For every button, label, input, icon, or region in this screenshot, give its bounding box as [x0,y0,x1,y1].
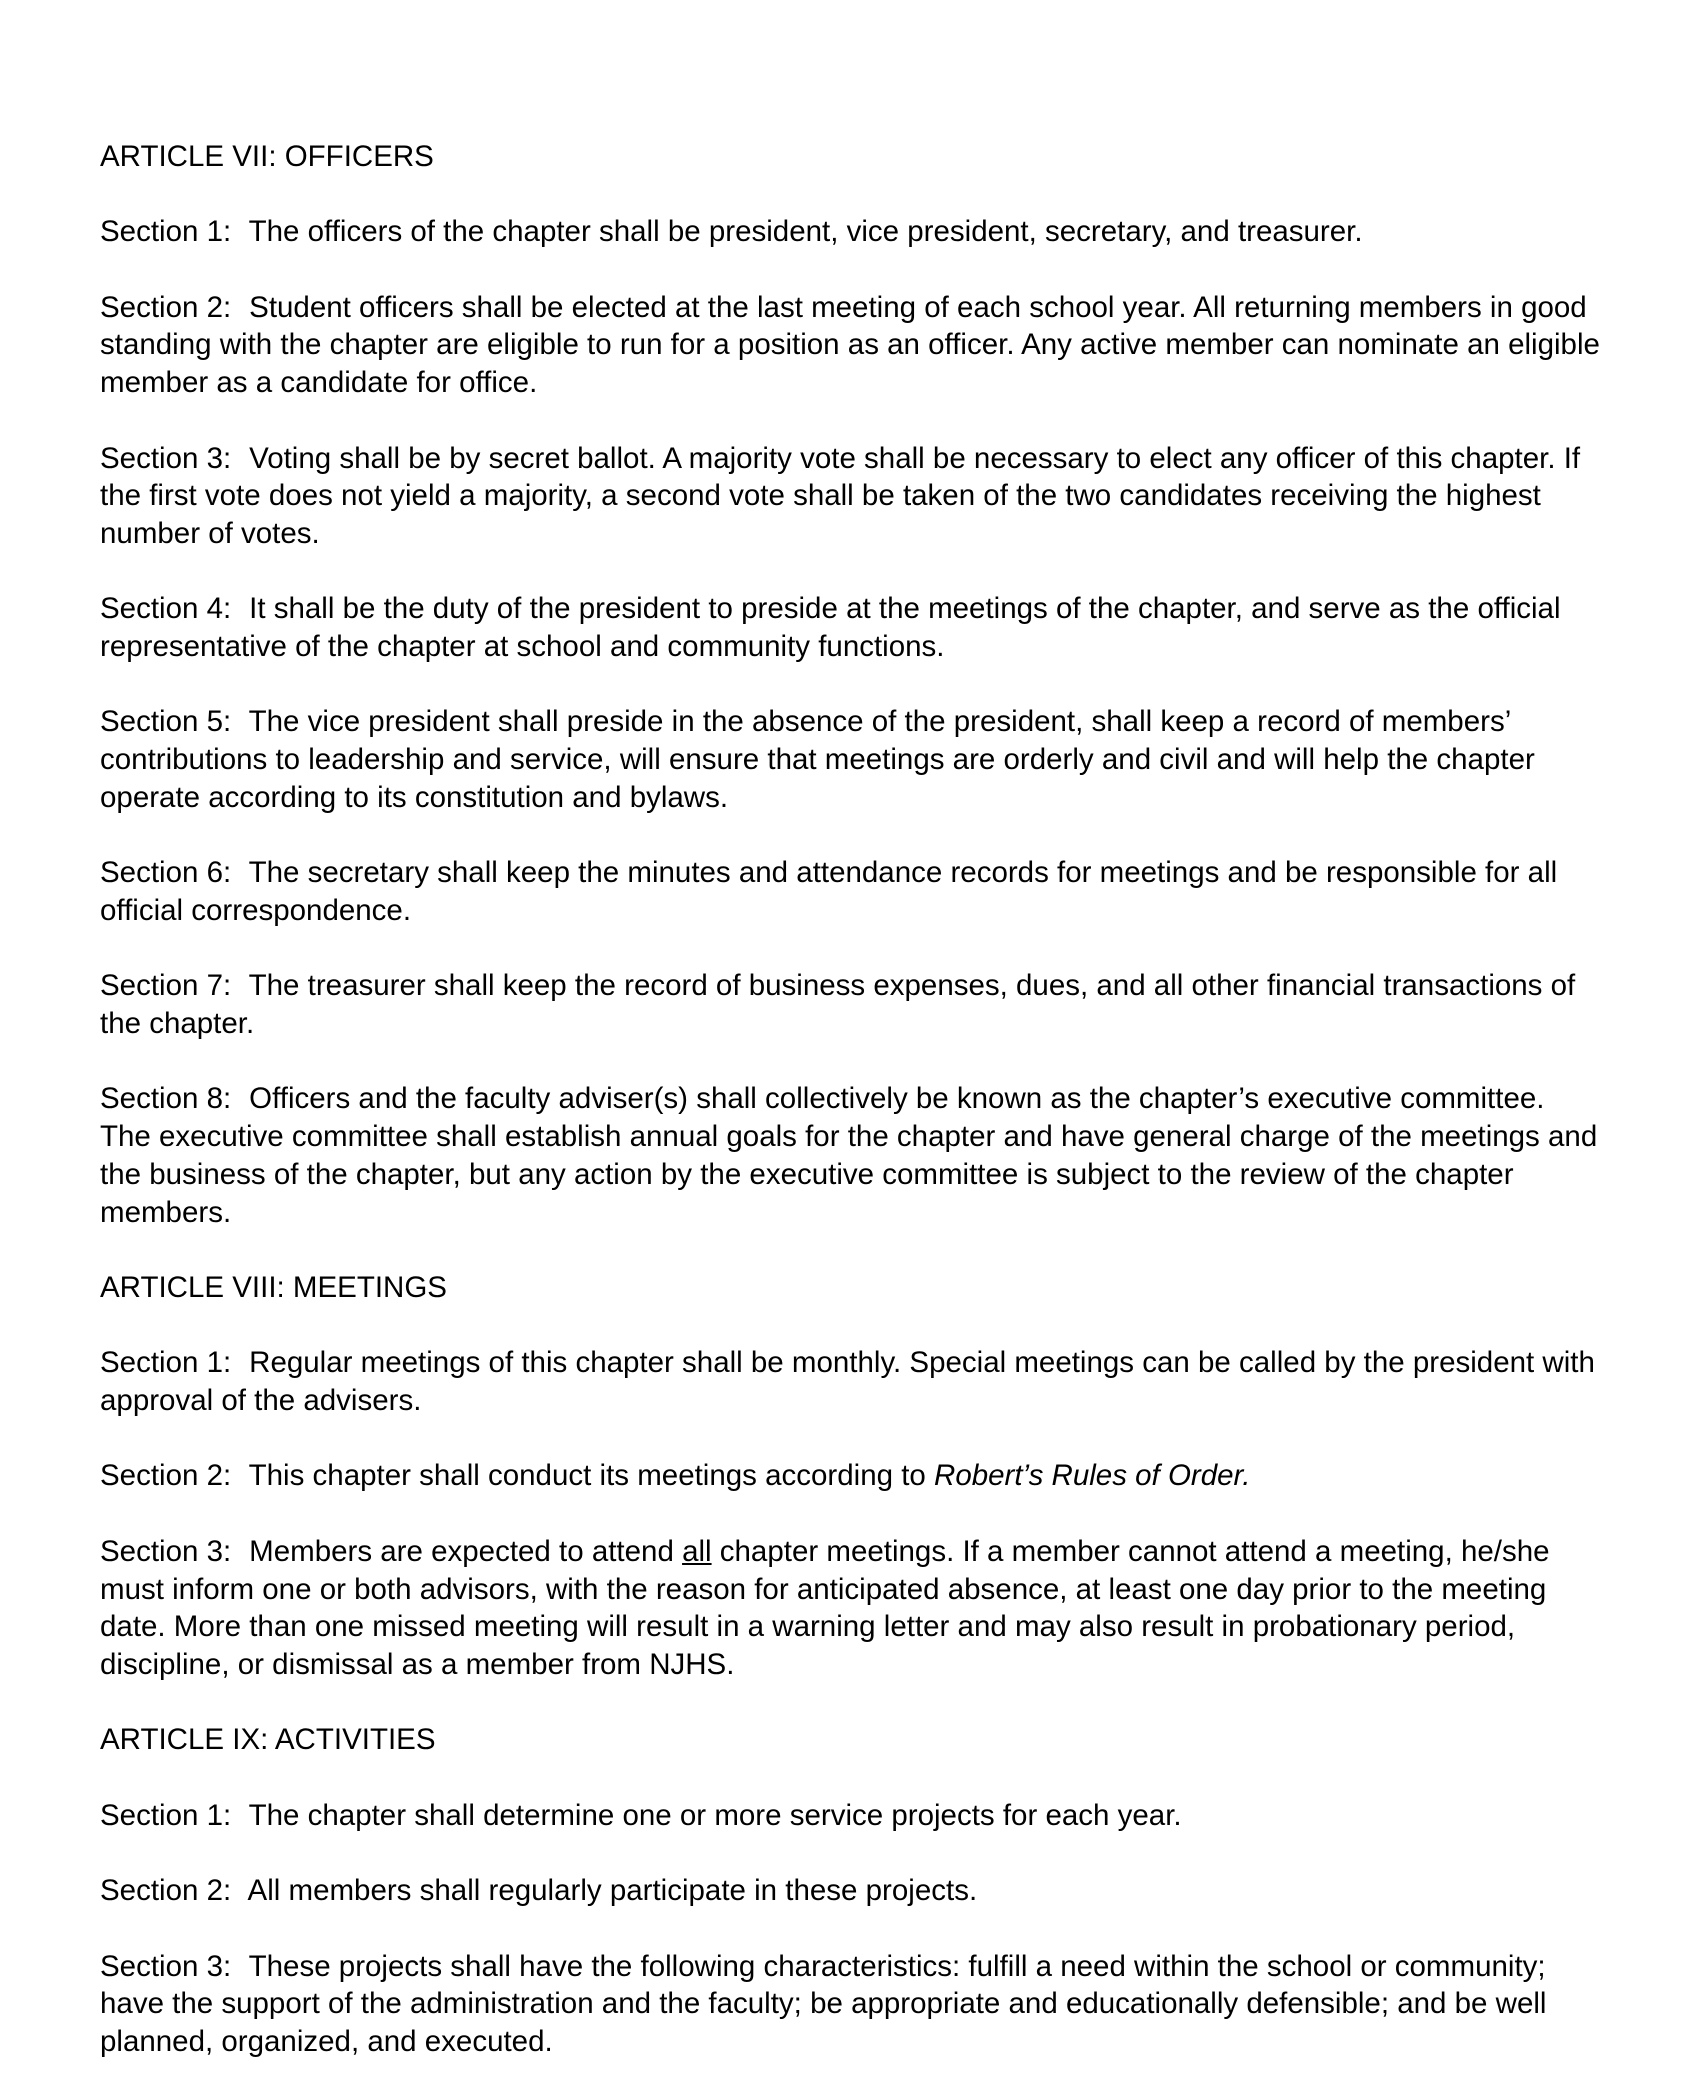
section-label: Section 3: [100,1534,232,1568]
article-8-section-2 [100,1457,1600,1495]
article-9-heading: ARTICLE IX: ACTIVITIES [100,1723,436,1757]
article-7-section-4 [100,590,1600,665]
section-text: Members are expected to attend [249,1534,683,1568]
section-text: The officers of the chapter shall be president, vice president, secretary, and treasurer. [248,215,1363,249]
section-label: Section 1: [100,1346,232,1380]
section-label: Section 3: [100,441,232,475]
section-label: Section 1: [100,215,232,249]
article-9-section-1 [100,1797,1600,1835]
article-8-section-1 [100,1344,1600,1419]
article-7-section-1 [100,213,1600,251]
article-8-heading: ARTICLE VIII: MEETINGS [100,1270,447,1304]
article-9-section-3 [100,1948,1600,2061]
section-text: The secretary shall keep the minutes and attendance records for meetings and be responsible for all official correspondence. [100,856,1558,927]
section-label: Section 5: [100,705,232,739]
section-label: Section 1: [100,1798,232,1832]
section-text: The vice president shall preside in the absence of the president, shall keep a record of members’ contributions to leadership and service, will ensure that meetings are orderly and civil and will help the chapter operate according to its constitution and bylaws. [100,705,1535,814]
section-text: The treasurer shall keep the record of business expenses, dues, and all other financial transactions of the chapter. [100,969,1576,1041]
section-label: Section 2: [100,1874,232,1908]
section-text-continued: chapter meetings. If a member cannot attend a meeting, he/she must inform one or both advisors, with the reason for anticipated absence, at least one day prior to the meeting date. More than one missed meeting will result in a warning letter and may also result in probationary period, discipline, or dismissal as a member from NJHS. [100,1534,1550,1681]
article-7-section-2 [100,289,1600,402]
section-label: Section 2: [100,290,232,324]
article-7-heading: ARTICLE VII: OFFICERS [100,140,434,173]
section-label: Section 3: [100,1949,232,1983]
section-text: Student officers shall be elected at the last meeting of each school year. All returning members in good standing with the chapter are eligible to run for a position as an officer. Any active member can nominate an eligible member as a candidate for office. [100,290,1600,400]
section-text: It shall be the duty of the president to preside at the meetings of the chapter, and serve as the official representative of the chapter at school and community functions. [100,592,1561,664]
section-text: Voting shall be by secret ballot. A majority vote shall be necessary to elect any officer of this chapter. If the first vote does not yield a majority, a second vote shall be taken of the two candidates receiving the highest number of votes. [100,441,1581,550]
article-8-section-3 [100,1533,1600,1684]
section-label: Section 4: [100,592,232,626]
section-label: Section 2: [100,1459,232,1493]
document-page [100,138,1600,2098]
article-7-section-6 [100,854,1600,929]
section-label: Section 6: [100,856,232,890]
underlined-all: all [682,1534,712,1568]
section-text: These projects shall have the following characteristics: fulfill a need within the school or community; have the support of the administration and the faculty; be appropriate and educationally defensible; and be well planned, organized, and executed. [100,1949,1547,2058]
article-7-section-3 [100,440,1600,553]
section-text: This chapter shall conduct its meetings according to [248,1459,935,1493]
article-7-section-8 [100,1080,1600,1231]
section-text: The chapter shall determine one or more service projects for each year. [248,1798,1182,1832]
section-text: Officers and the faculty adviser(s) shall collectively be known as the chapter’s executive committee. The executive committee shall establish annual goals for the chapter and have general charge of the meetings and the business of the chapter, but any action by the executive committee is subject to the review of the chapter members. [100,1082,1598,1229]
roberts-rules-title: Robert’s Rules of Order. [934,1459,1251,1493]
article-7-section-5 [100,703,1600,816]
article-7-section-7 [100,967,1600,1042]
article-9-section-2 [100,1872,1600,1910]
section-label: Section 8: [100,1082,232,1116]
section-label: Section 7: [100,969,232,1003]
section-text: All members shall regularly participate in these projects. [247,1874,978,1908]
section-text: Regular meetings of this chapter shall be monthly. Special meetings can be called by the president with approval of the advisers. [100,1346,1595,1418]
